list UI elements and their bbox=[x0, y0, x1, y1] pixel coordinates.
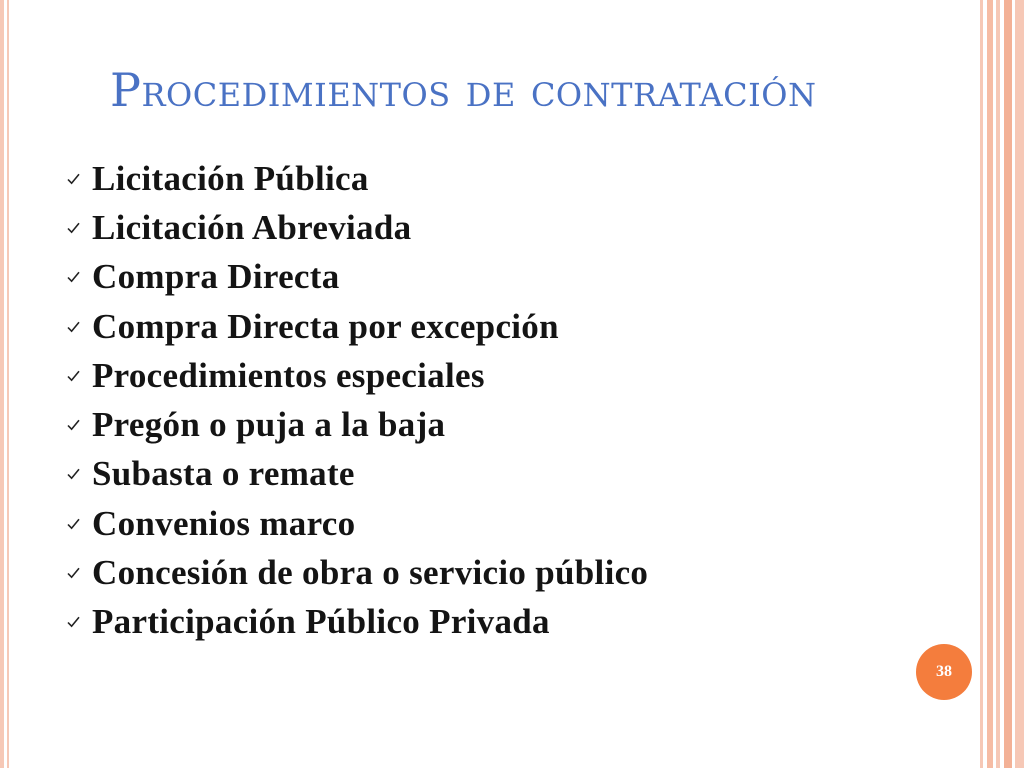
left-border-stripe-thin bbox=[7, 0, 9, 768]
list-item bbox=[58, 203, 648, 252]
left-border-stripe bbox=[0, 0, 4, 768]
checkmark-icon bbox=[58, 567, 88, 579]
checkmark-icon bbox=[58, 616, 88, 628]
list-item-label: Compra Directa bbox=[92, 257, 340, 297]
list-item-label: Compra Directa por excepción bbox=[92, 306, 559, 346]
checkmark-icon bbox=[58, 518, 88, 530]
list-item bbox=[58, 400, 648, 449]
list-item bbox=[58, 302, 648, 351]
list-item bbox=[58, 598, 648, 647]
list-item-label: Pregón o puja a la baja bbox=[92, 405, 446, 445]
list-item-label: Licitación Pública bbox=[92, 158, 369, 198]
procedure-list bbox=[58, 154, 648, 647]
right-border-stripe bbox=[1015, 0, 1024, 768]
list-item-label: Subasta o remate bbox=[92, 454, 355, 494]
checkmark-icon bbox=[58, 271, 88, 283]
checkmark-icon bbox=[58, 468, 88, 480]
right-border-stripe bbox=[980, 0, 983, 768]
list-item bbox=[58, 154, 648, 203]
checkmark-icon bbox=[58, 419, 88, 431]
list-item bbox=[58, 548, 648, 597]
list-item bbox=[58, 499, 648, 548]
list-item-label: Licitación Abreviada bbox=[92, 207, 412, 247]
list-item bbox=[58, 351, 648, 400]
list-item-label: Participación Público Privada bbox=[92, 602, 550, 642]
right-border-stripe bbox=[1004, 0, 1012, 768]
list-item bbox=[58, 450, 648, 499]
checkmark-icon bbox=[58, 321, 88, 333]
slide-title: Procedimientos de contratación bbox=[110, 63, 817, 117]
checkmark-icon bbox=[58, 173, 88, 185]
list-item bbox=[58, 253, 648, 302]
right-border-stripe bbox=[987, 0, 993, 768]
list-item-label: Convenios marco bbox=[92, 503, 356, 543]
checkmark-icon bbox=[58, 222, 88, 234]
list-item-label: Procedimientos especiales bbox=[92, 355, 485, 395]
list-item-label: Concesión de obra o servicio público bbox=[92, 553, 649, 593]
right-border-stripe bbox=[996, 0, 1000, 768]
page-number-badge: 38 bbox=[916, 644, 972, 700]
checkmark-icon bbox=[58, 370, 88, 382]
